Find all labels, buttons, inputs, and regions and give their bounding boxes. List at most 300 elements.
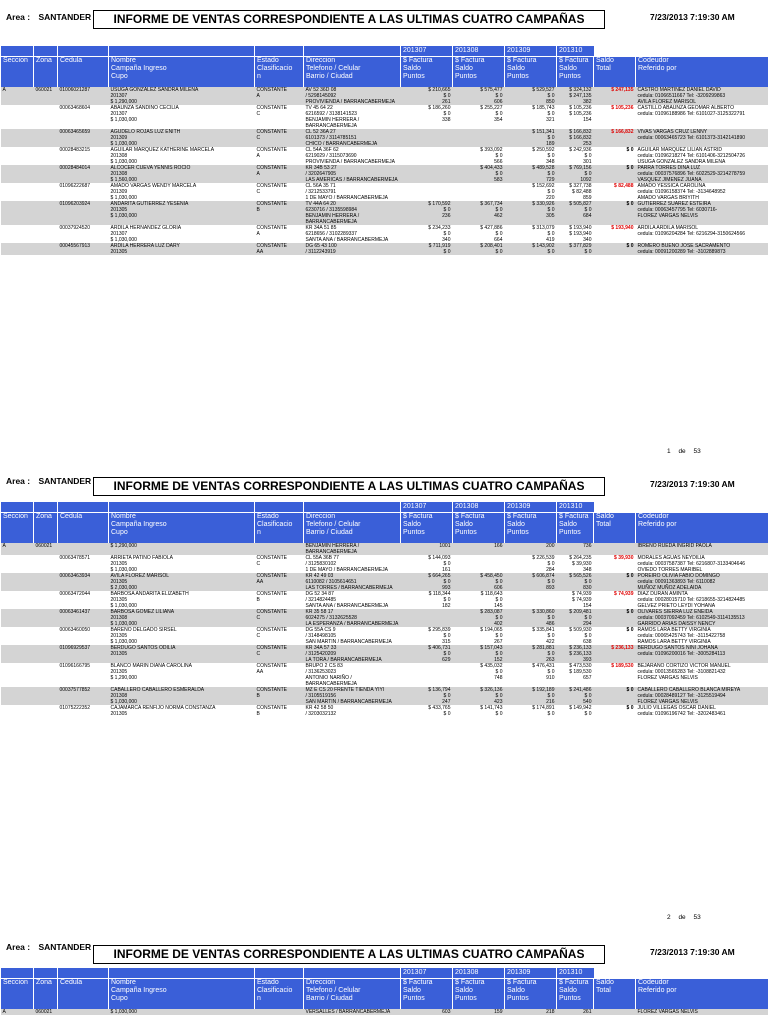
cell-cedula [58, 117, 109, 129]
column-header-row [1, 57, 768, 88]
cell-direccion: DG 65 43 100 [304, 243, 401, 249]
page-footer [667, 448, 701, 455]
cell-codeudor: cedula: 00037092459 Tel: 6102549-3114135513 GARRIDO ARIAS DAISSY NENCY [636, 615, 768, 627]
cell-factura-1: $ 0 [401, 249, 453, 255]
report-title: INFORME DE VENTAS CORRESPONDIENTE A LAS ULTIMAS CUATRO CAMPAÑAS [93, 477, 605, 496]
cell-seccion [1, 615, 34, 627]
campaign-spacer [109, 502, 255, 513]
cell-estado: B [255, 597, 304, 609]
cell-nombre: AGUILAR MARQUEZ KATHERINE MARCELA [109, 147, 255, 153]
cell-factura-1: $ 0 315 [401, 633, 453, 645]
page-number: 1 [667, 448, 671, 455]
column-header-estado: Estado Clasificacio n [255, 513, 304, 544]
cell-factura-4: $ 105,236 [557, 111, 594, 117]
page-footer [667, 914, 701, 921]
cell-cedula: 00037577852 [58, 687, 109, 693]
campaign-3: 201309 [505, 502, 557, 513]
cell-factura-3: $ 0 419 [505, 231, 557, 243]
cell-saldo-total [594, 597, 636, 609]
cell-seccion [1, 189, 34, 201]
cell-direccion: BENJAMIN HERRERA / BARRANCABERMEJA [304, 117, 401, 129]
cell-factura-4: $ 327,738 [557, 183, 594, 189]
cell-direccion: / 5298145092 PROVIVIENDA / BARRANCABERMEJA [304, 93, 401, 105]
cell-factura-1: $ 0 [401, 711, 453, 717]
column-header-zona: Zona [34, 513, 58, 544]
cell-estado: CONSTANTE [255, 687, 304, 693]
cell-factura-4: $ 74,939 [557, 591, 594, 597]
cell-factura-2: $ 326,136 [453, 687, 505, 693]
cell-codeudor: CASTRO MARTINEZ DANIEL DAVID [636, 87, 768, 93]
cell-nombre: ANDARITA GUTIERREZ YESENIA [109, 201, 255, 207]
cell-direccion: BRUPO 2 CS 83 [304, 663, 401, 669]
cell-estado [255, 1009, 304, 1015]
column-header-estado: Estado Clasificacio n [255, 57, 304, 88]
cell-factura-3: $ 476,431 [505, 663, 557, 669]
cell-factura-1: $ 711,919 [401, 243, 453, 249]
cell-factura-2: 166 [453, 543, 505, 555]
cell-saldo-total [594, 171, 636, 183]
cell-factura-2: $ 458,450 [453, 573, 505, 579]
cell-codeudor: PARRA TORRES DINA LUZ [636, 165, 768, 171]
cell-codeudor: cedula: 00013565283 Tel: -3108821432 FLOREZ VARGAS NELVIS [636, 669, 768, 687]
cell-factura-3: $ 281,881 [505, 645, 557, 651]
cell-factura-3 [505, 597, 557, 609]
column-header-seccion: Seccion [1, 979, 34, 1010]
cell-codeudor: POREIRO OLIVIA FABIO DOMINGO [636, 573, 768, 579]
cell-codeudor: ARDILA ARDILA MARISOL [636, 225, 768, 231]
cell-factura-1: $ 0 236 [401, 207, 453, 225]
cell-saldo-total [594, 207, 636, 225]
cell-factura-4: $ 0 638 [557, 633, 594, 645]
table-row [1, 153, 768, 165]
cell-seccion [1, 579, 34, 591]
cell-factura-3: $ 335,841 [505, 627, 557, 633]
cell-factura-1: $ 0 182 [401, 597, 453, 609]
cell-saldo-total: $ 74,939 [594, 591, 636, 597]
cell-direccion: VERSALLES / BARRANCABERMEJA [304, 1009, 401, 1015]
cell-seccion [1, 651, 34, 663]
cell-factura-1: $ 0 [401, 111, 453, 117]
cell-saldo-total [594, 543, 636, 555]
cell-saldo-total: $ 193,940 [594, 225, 636, 231]
cell-nombre: BARBOSA GOMEZ LILIANA [109, 609, 255, 615]
cell-nombre: 201305 $ 1,030,000 [109, 561, 255, 573]
cell-saldo-total: $ 0 [594, 705, 636, 711]
cell-factura-4: $ 247,135 382 [557, 93, 594, 105]
cell-estado: AA [255, 669, 304, 687]
table-row [1, 231, 768, 243]
cell-estado: CONSTANTE [255, 663, 304, 669]
cell-factura-1: $ 0 261 [401, 93, 453, 105]
cell-direccion: / 3214824485 SANTA ANA / BARRANCABERMEJA [304, 597, 401, 609]
cell-codeudor: cedula: 00028015710 Tel: 6218655-3214824485 GELVEZ PRIETO LEYDI YOHANA [636, 597, 768, 609]
cell-codeudor: cedula: 01096200016 Tel: -3005284113 [636, 651, 768, 663]
cell-factura-2: $ 118,643 [453, 591, 505, 597]
area-value: SANTANDER [38, 476, 92, 486]
cell-seccion [1, 207, 34, 225]
cell-factura-1: $ 210,665 [401, 87, 453, 93]
cell-direccion: / 3125420209 LA TORA / BARRANCABERMEJA [304, 651, 401, 663]
campaign-4: 201310 [557, 502, 594, 513]
cell-factura-3: $ 330,926 [505, 201, 557, 207]
cell-factura-4: 154 [557, 117, 594, 129]
cell-codeudor: cedula: 00065425743 Tel: -3115422758 RAMOS LARA BETTY VIRGINIA [636, 633, 768, 645]
cell-cedula [58, 189, 109, 201]
cell-cedula [58, 615, 109, 627]
cell-cedula [58, 135, 109, 147]
cell-nombre: BLANCO MARIN DIANA CAROLINA [109, 663, 255, 669]
column-header-factura-2: $ Factura Saldo Puntos [453, 57, 505, 88]
cell-nombre: 201307 $ 1,290,000 [109, 93, 255, 105]
cell-saldo-total [594, 231, 636, 243]
cell-codeudor: cedula: 01096196742 Tel: -3202483461 [636, 711, 768, 717]
column-header-factura-4: $ Factura Saldo Puntos [557, 979, 594, 1010]
cell-estado: CONSTANTE [255, 225, 304, 231]
cell-factura-3: $ 0 [505, 711, 557, 717]
table-row [1, 117, 768, 129]
cell-direccion: 6101373 / 3114785151 CHICO / BARRANCABERMEJA [304, 135, 401, 147]
area-header [6, 942, 91, 952]
cell-seccion [1, 231, 34, 243]
cell-direccion: TV 44A 64 20 [304, 201, 401, 207]
column-header-saldo-total: Saldo Total [594, 979, 636, 1010]
cell-zona [34, 117, 58, 129]
campaign-spacer [255, 502, 304, 513]
column-header-row [1, 979, 768, 1010]
cell-estado: CONSTANTE [255, 183, 304, 189]
campaign-spacer [34, 502, 58, 513]
campaign-spacer [1, 502, 34, 513]
area-header [6, 12, 91, 22]
cell-nombre: 201305 $ 2,030,000 [109, 579, 255, 591]
cell-zona [34, 249, 58, 255]
cell-saldo-total [594, 693, 636, 705]
cell-cedula [58, 693, 109, 705]
campaign-2: 201308 [453, 502, 505, 513]
column-header-factura-2: $ Factura Saldo Puntos [453, 513, 505, 544]
table-row [1, 633, 768, 645]
cell-estado: CONSTANTE [255, 201, 304, 207]
cell-direccion: DG 52 34 87 [304, 591, 401, 597]
cell-factura-4: $ 0 [557, 711, 594, 717]
cell-estado: A [255, 93, 304, 105]
column-header-factura-1: $ Factura Saldo Puntos [401, 979, 453, 1010]
cell-codeudor: cedula: 00091200289 Tel: -3102889873 [636, 249, 768, 255]
cell-nombre: ABAUNZA SANDIÑO CECILIA [109, 105, 255, 111]
cell-codeudor: ROMERO BUENO JOSE SACRAMENTO [636, 243, 768, 249]
cell-direccion: AV 52 36D 08 [304, 87, 401, 93]
cell-factura-3: $ 0 910 [505, 669, 557, 687]
cell-nombre: 201308 $ 1,560,000 [109, 171, 255, 183]
page-of: de [678, 448, 686, 455]
column-header-codeudor: Codeudor Referido por [636, 57, 768, 88]
campaign-row [1, 502, 768, 513]
column-header-factura-3: $ Factura Saldo Puntos [505, 57, 557, 88]
cell-factura-4: $ 209,481 [557, 609, 594, 615]
cell-factura-2 [453, 189, 505, 201]
cell-nombre: 201307 $ 1,030,000 [109, 231, 255, 243]
cell-estado: CONSTANTE [255, 591, 304, 597]
cell-codeudor: MORALES AGUAS NEYDILIA [636, 555, 768, 561]
cell-factura-3: $ 143,902 [505, 243, 557, 249]
cell-nombre: $ 1,030,000 [109, 1009, 255, 1015]
column-header-seccion: Seccion [1, 513, 34, 544]
cell-nombre: 201305 $ 1,030,000 [109, 633, 255, 645]
cell-estado: AA [255, 249, 304, 255]
campaign-spacer [594, 968, 636, 979]
cell-factura-3: $ 529,527 [505, 87, 557, 93]
cell-saldo-total [594, 579, 636, 591]
cell-factura-3: $ 0 284 [505, 561, 557, 573]
cell-saldo-total: $ 105,236 [594, 105, 636, 111]
cell-direccion: TV 45 64 22 [304, 105, 401, 111]
cell-factura-2: $ 0 566 [453, 153, 505, 165]
cell-estado: CONSTANTE [255, 105, 304, 111]
campaign-3: 201309 [505, 968, 557, 979]
cell-nombre: 201305 [109, 249, 255, 255]
cell-factura-2: $ 0 606 [453, 93, 505, 105]
cell-zona: 060021 [34, 87, 58, 93]
cell-estado: CONSTANTE [255, 645, 304, 651]
cell-codeudor: OLIVARES SIERRA LUZ ENEIDA [636, 609, 768, 615]
cell-factura-3: $ 0 486 [505, 615, 557, 627]
cell-estado: CONSTANTE [255, 243, 304, 249]
campaign-1: 201307 [401, 46, 453, 57]
cell-direccion: / 3125830102 1 DE MAYO / BARRANCABERMEJA [304, 561, 401, 573]
cell-zona [34, 693, 58, 705]
cell-estado: B [255, 711, 304, 717]
cell-factura-2: $ 0 267 [453, 633, 505, 645]
cell-direccion: KR 34A 51 85 [304, 225, 401, 231]
cell-seccion [1, 93, 34, 105]
cell-factura-2: $ 0 664 [453, 231, 505, 243]
cell-cedula: 00063468604 [58, 105, 109, 111]
table-row [1, 597, 768, 609]
column-header-zona: Zona [34, 979, 58, 1010]
table-row [1, 249, 768, 255]
cell-saldo-total: $ 0 [594, 609, 636, 615]
table-row [1, 207, 768, 225]
cell-direccion: 6216592 / 3138141523 [304, 111, 401, 117]
campaign-spacer [636, 968, 768, 979]
cell-saldo-total [594, 93, 636, 105]
cell-factura-3: $ 0 [505, 249, 557, 255]
cell-factura-4: $ 189,530 657 [557, 669, 594, 687]
cell-codeudor: GUTIERREZ SUAREZ ESTEIRA [636, 201, 768, 207]
campaign-3: 201309 [505, 46, 557, 57]
cell-direccion: / 3112243919 [304, 249, 401, 255]
cell-codeudor: RAMOS LARA BETTY VIRGINIA [636, 627, 768, 633]
cell-zona [34, 171, 58, 183]
page-of: de [678, 914, 686, 921]
cell-factura-1: $ 144,093 [401, 555, 453, 561]
cell-factura-1: $ 0 340 [401, 231, 453, 243]
cell-saldo-total: $ 0 [594, 243, 636, 249]
cell-factura-2: $ 208,401 [453, 243, 505, 249]
cell-saldo-total: $ 39,930 [594, 555, 636, 561]
cell-codeudor: DIAZ DURAN AMINTA [636, 591, 768, 597]
cell-factura-3: $ 174,891 [505, 705, 557, 711]
cell-saldo-total: $ 0 [594, 165, 636, 171]
cell-nombre: CAJAMARCA RENFIJO NORMA CONSTANZA [109, 705, 255, 711]
cell-factura-4: $ 0 1092 [557, 171, 594, 183]
cell-factura-2 [453, 561, 505, 573]
cell-factura-4: $ 242,936 [557, 147, 594, 153]
cell-factura-1: $ 664,265 [401, 573, 453, 579]
cell-codeudor: IBREÑO RUEDA INGRID PAOLA [636, 543, 768, 555]
cell-estado: C [255, 111, 304, 117]
cell-cedula: 00028483215 [58, 147, 109, 153]
cell-estado: CONSTANTE [255, 129, 304, 135]
cell-direccion: KR 34A 57 33 [304, 645, 401, 651]
table-row [1, 93, 768, 105]
cell-estado: C [255, 561, 304, 573]
cell-factura-3: $ 0 422 [505, 633, 557, 645]
report-title: INFORME DE VENTAS CORRESPONDIENTE A LAS ULTIMAS CUATRO CAMPAÑAS [93, 10, 605, 29]
cell-saldo-total [594, 615, 636, 627]
cell-cedula: 00028484014 [58, 165, 109, 171]
cell-codeudor: AGUILAR MARQUEZ LILIAN ASTRID [636, 147, 768, 153]
cell-direccion: CL 54A 36F 62 [304, 147, 401, 153]
cell-seccion [1, 135, 34, 147]
column-header-direccion: Direccion Telefono / Celular Barrio / Ciudad [304, 979, 401, 1010]
cell-cedula [58, 711, 109, 717]
cell-cedula [58, 207, 109, 225]
cell-nombre: 201305 $ 1,030,000 [109, 207, 255, 225]
cell-factura-2: $ 194,065 [453, 627, 505, 633]
cell-zona [34, 135, 58, 147]
cell-factura-1 [401, 153, 453, 165]
cell-cedula [58, 633, 109, 645]
column-header-factura-1: $ Factura Saldo Puntos [401, 57, 453, 88]
table-row [1, 1009, 768, 1015]
campaign-row [1, 968, 768, 979]
cell-codeudor: BEJARANO CORTIZO VICTOR MANUEL [636, 663, 768, 669]
cell-factura-4: $ 74,939 154 [557, 597, 594, 609]
cell-factura-2: $ 0 [453, 111, 505, 117]
cell-saldo-total [594, 135, 636, 147]
cell-factura-1 [401, 615, 453, 627]
sales-table [0, 968, 768, 1015]
campaign-4: 201310 [557, 968, 594, 979]
campaign-spacer [58, 502, 109, 513]
cell-factura-4: $ 166,832 [557, 129, 594, 135]
table-row [1, 579, 768, 591]
cell-zona [34, 231, 58, 243]
column-header-cedula: Cedula [58, 57, 109, 88]
cell-direccion: 6218656 / 3102289337 SANTA ANA / BARRANCABERMEJA [304, 231, 401, 243]
cell-nombre: 201305 [109, 711, 255, 717]
cell-cedula: 00063461437 [58, 609, 109, 615]
campaign-spacer [1, 968, 34, 979]
cell-direccion: 6219029 / 3115073690 PROVIVIENDA / BARRANCABERMEJA [304, 153, 401, 165]
cell-cedula: 01096222687 [58, 183, 109, 189]
cell-factura-2: 354 [453, 117, 505, 129]
cell-estado [255, 117, 304, 129]
cell-cedula [58, 231, 109, 243]
cell-factura-4: $ 236,133 [557, 645, 594, 651]
cell-saldo-total [594, 711, 636, 717]
cell-factura-1: $ 234,233 [401, 225, 453, 231]
campaign-spacer [304, 968, 401, 979]
table-row [1, 669, 768, 687]
cell-zona [34, 189, 58, 201]
cell-cedula [58, 651, 109, 663]
column-header-factura-3: $ Factura Saldo Puntos [505, 513, 557, 544]
cell-estado: C [255, 633, 304, 645]
cell-factura-4: $ 193,940 [557, 225, 594, 231]
cell-codeudor: cedula: 01066511667 Tel: -3209299863 AVILA FLOREZ MARISOL [636, 93, 768, 105]
cell-direccion: 6024275 / 3132625528 LA ESPERANZA / BARRANCABERMEJA [304, 615, 401, 627]
cell-direccion: CL 56A 35 71 [304, 183, 401, 189]
sales-table [0, 502, 768, 717]
cell-direccion: DG 55A CS 9 [304, 627, 401, 633]
cell-cedula: 00045567913 [58, 243, 109, 249]
cell-zona [34, 711, 58, 717]
campaign-1: 201307 [401, 968, 453, 979]
cell-factura-1: 338 [401, 117, 453, 129]
cell-nombre: BARENO DELGADO SIRSEL [109, 627, 255, 633]
cell-codeudor: cedula: 01096218274 Tel: 6101406-3212504726 USUGA GONZALEZ SANDRA MILENA [636, 153, 768, 165]
column-header-factura-4: $ Factura Saldo Puntos [557, 57, 594, 88]
cell-zona [34, 633, 58, 645]
cell-factura-3: $ 0 348 [505, 153, 557, 165]
cell-factura-4: $ 105,236 [557, 105, 594, 111]
cell-factura-3: $ 185,743 [505, 105, 557, 111]
cell-seccion [1, 561, 34, 573]
cell-direccion: KR 42 58 50 [304, 705, 401, 711]
column-header-nombre: Nombre Campaña Ingreso Cupo [109, 57, 255, 88]
cell-codeudor: cedula: 01096158374 Tel: -3134648952 AMADO VARGAS BRIYITH [636, 189, 768, 201]
cell-direccion: / 3136253023 ANTONIO NARIÑO / BARRANCABERMEJA [304, 669, 401, 687]
cell-direccion: / 3203032132 [304, 711, 401, 717]
cell-nombre: 201308 $ 1,030,000 [109, 693, 255, 705]
cell-factura-1: $ 186,260 [401, 105, 453, 111]
table-row [1, 171, 768, 183]
cell-estado: CONSTANTE [255, 609, 304, 615]
cell-cedula: 00037924520 [58, 225, 109, 231]
cell-factura-2: $ 0 402 [453, 615, 505, 627]
cell-factura-2: $ 575,477 [453, 87, 505, 93]
campaign-spacer [255, 46, 304, 57]
cell-codeudor: VIVAS VARGAS CRUZ LENNY [636, 129, 768, 135]
table-row [1, 711, 768, 717]
cell-factura-2: $ 435,032 [453, 663, 505, 669]
cell-nombre: AMADO VARGAS WENDY MARCELA [109, 183, 255, 189]
area-value: SANTANDER [38, 12, 92, 22]
cell-nombre: ARDILA HERRERA LUZ DARY [109, 243, 255, 249]
campaign-spacer [109, 968, 255, 979]
cell-factura-2: $ 0 [453, 711, 505, 717]
cell-cedula: 00063472044 [58, 591, 109, 597]
cell-zona [34, 93, 58, 105]
campaign-spacer [636, 502, 768, 513]
cell-saldo-total [594, 561, 636, 573]
cell-factura-4: $ 0 684 [557, 207, 594, 225]
cell-factura-4: $ 509,930 [557, 627, 594, 633]
cell-saldo-total [594, 249, 636, 255]
table-row [1, 651, 768, 663]
report-title: INFORME DE VENTAS CORRESPONDIENTE A LAS ULTIMAS CUATRO CAMPAÑAS [93, 945, 605, 964]
cell-factura-3: $ 0 189 [505, 135, 557, 147]
cell-codeudor: FLOREZ VARGAS NELVIS [636, 1009, 768, 1015]
cell-factura-4: 261 [557, 1009, 594, 1015]
campaign-spacer [109, 46, 255, 57]
cell-saldo-total [594, 153, 636, 165]
cell-nombre: 201308 $ 1,030,000 [109, 153, 255, 165]
cell-zona [34, 207, 58, 225]
cell-seccion [1, 249, 34, 255]
